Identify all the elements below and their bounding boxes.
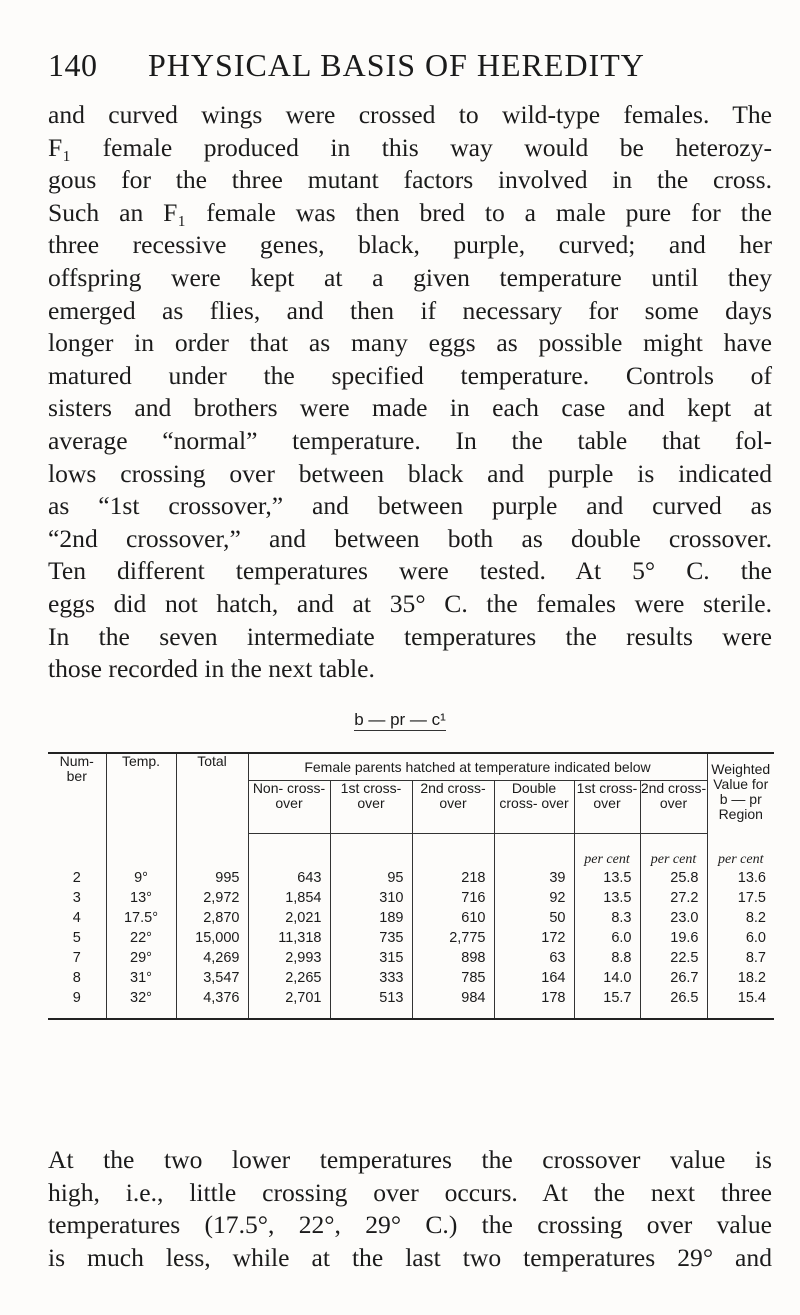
table-cell: 15.4 [737,990,766,1006]
table-cell: 735 [330,928,412,948]
table-cell: 15.7 [574,988,640,1019]
table-cell: 19.6 [640,928,707,948]
table-cell: 13.6 [737,870,766,886]
running-head: PHYSICAL BASIS OF HEREDITY [148,47,645,83]
table-cell: 4,376 [176,988,248,1019]
table-cell: 189 [330,908,412,928]
table-cell: 8.7 [745,950,766,966]
table-cell: 2,021 [248,908,330,928]
table-cell: 8.3 [574,908,640,928]
table-cell: 785 [412,968,494,988]
text-line: offspring were kept at a given temperature until they [48,262,772,292]
table-cell: 8.2 [745,910,766,926]
table-cell: 513 [330,988,412,1019]
table-cell: 13.5 [574,888,640,908]
col-header-total: Total [176,753,248,834]
table-cell: 643 [248,868,330,888]
table-cell: 3 [48,888,106,908]
table-cell: 2,993 [248,948,330,968]
table-cell: 26.5 [640,988,707,1019]
table-title [0,710,800,730]
unit-label: per cent [574,834,640,869]
table-cell: 2,775 [412,928,494,948]
text-line: is much less, while at the last two temperatures 29° and [48,1242,772,1272]
text-line: and curved wings were crossed to wild-type females. The [48,100,772,129]
table-cell: 22° [106,928,176,948]
table-row [48,948,774,968]
text-line: Such an F₁ female was then bred to a male pure for the [48,197,772,227]
table-row [48,908,774,928]
table-cell: 22.5 [640,948,707,968]
text-line: lows crossing over between black and purple is indicated [48,458,772,488]
table-cell: 6.0 [745,930,766,946]
table-cell: 27.2 [640,888,707,908]
text-line: matured under the specified temperature. Controls of [48,360,772,390]
table-cell: 716 [412,888,494,908]
table-cell: 2,972 [176,888,248,908]
table-cell: 984 [412,988,494,1019]
table-row [48,968,774,988]
text-line: temperatures (17.5°, 22°, 29° C.) the crossing over value [48,1210,772,1240]
table-cell: 26.7 [640,968,707,988]
table-cell: 310 [330,888,412,908]
table-cell: 4 [48,908,106,928]
table-cell: 31° [106,968,176,988]
crossover-table [48,752,774,1020]
text-line: gous for the three mutant factors involved in the cross. [48,165,772,195]
col-header-temp: Temp. [106,753,176,834]
table-cell: 8.8 [574,948,640,968]
col-header-number: Num- ber [48,753,106,834]
table-cell: 9° [106,868,176,888]
table-cell: 333 [330,968,412,988]
table-cell: 4,269 [176,948,248,968]
page-number: 140 [48,47,98,83]
table-cell: 14.0 [574,968,640,988]
col-header-non-crossover: Non- cross- over [248,781,330,834]
text-line: three recessive genes, black, purple, curved; and her [48,230,772,260]
table-cell: 1,854 [248,888,330,908]
table-title-text: b — pr — c¹ [354,710,446,729]
table-cell: 178 [494,988,574,1019]
text-line: sisters and brothers were made in each case and kept at [48,393,772,423]
table-cell: 50 [494,908,574,928]
table-cell: 7 [48,948,106,968]
col-header-first-crossover-pct: 1st cross- over [574,781,640,834]
table-row [48,928,774,948]
table-cell: 39 [494,868,574,888]
table-cell: 8 [48,968,106,988]
table-row [48,988,774,1019]
table-cell: 315 [330,948,412,968]
table-cell: 5 [48,928,106,948]
table-row [48,868,774,888]
text-line: as “1st crossover,” and between purple and curved as [48,491,772,521]
unit-label: per cent [640,834,707,869]
table-cell: 995 [176,868,248,888]
page-header [48,47,778,87]
table-row [48,888,774,908]
text-line: emerged as flies, and then if necessary for some days [48,295,772,325]
col-header-weighted: Weighted Value for b — pr Region [711,761,771,822]
table-cell: 95 [330,868,412,888]
text-line: average “normal” temperature. In the table that fol- [48,425,772,455]
table-cell: 29° [106,948,176,968]
table-cell: 9 [48,988,106,1019]
text-line: eggs did not hatch, and at 35° C. the females were sterile. [48,588,772,618]
col-header-first-crossover: 1st cross- over [330,781,412,834]
table-cell: 2,701 [248,988,330,1019]
col-header-double-crossover: Double cross- over [494,781,574,834]
table-cell: 13° [106,888,176,908]
table-cell: 164 [494,968,574,988]
table-cell: 17.5 [737,890,766,906]
text-line: At the two lower temperatures the crossover value is [48,1145,772,1174]
table-cell: 32° [106,988,176,1019]
table-cell: 3,547 [176,968,248,988]
table-cell: 13.5 [574,868,640,888]
text-line: those recorded in the next table. [48,654,375,684]
table-cell: 2,265 [248,968,330,988]
table-cell: 218 [412,868,494,888]
text-line: longer in order that as many eggs as possible might have [48,328,772,358]
text-line: F₁ female produced in this way would be heterozy- [48,132,772,162]
table-cell: 11,318 [248,928,330,948]
col-header-second-crossover-pct: 2nd cross- over [640,781,707,834]
paragraph-1 [48,99,772,686]
unit-label: per cent [718,852,764,867]
table-cell: 17.5° [106,908,176,928]
table-cell: 63 [494,948,574,968]
text-line: “2nd crossover,” and between both as double crossover. [48,523,772,553]
table-cell: 25.8 [640,868,707,888]
table-cell: 23.0 [640,908,707,928]
table-cell: 6.0 [574,928,640,948]
table-cell: 610 [412,908,494,928]
text-line: high, i.e., little crossing over occurs. At the next three [48,1177,772,1207]
table-cell: 92 [494,888,574,908]
col-header-second-crossover: 2nd cross- over [412,781,494,834]
table-cell: 15,000 [176,928,248,948]
table-cell: 172 [494,928,574,948]
text-line: Ten different temperatures were tested. At 5° C. the [48,556,772,586]
col-group-header: Female parents hatched at temperature indicated below [248,753,707,781]
paragraph-2 [48,1144,772,1274]
table-cell: 18.2 [737,970,766,986]
table-cell: 2,870 [176,908,248,928]
text-line: In the seven intermediate temperatures the results were [48,621,772,651]
table-cell: 898 [412,948,494,968]
table-cell: 2 [48,868,106,888]
